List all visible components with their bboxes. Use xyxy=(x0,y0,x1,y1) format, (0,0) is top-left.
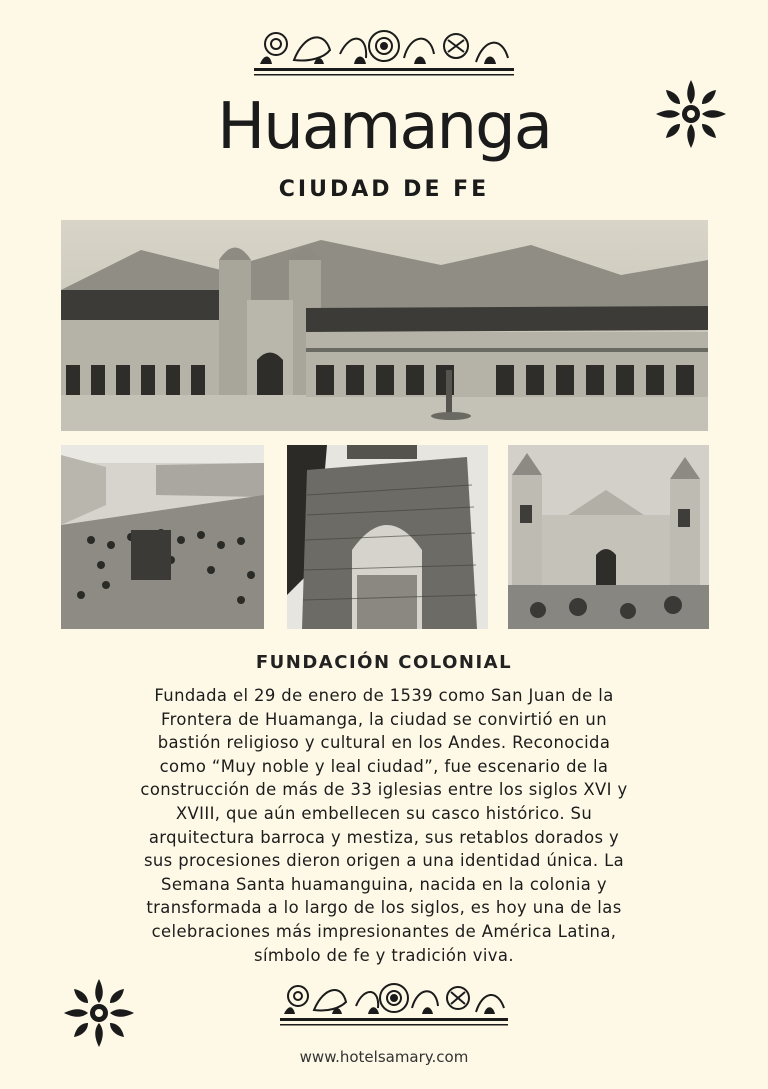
website-link[interactable]: www.hotelsamary.com xyxy=(299,1048,469,1066)
body-line: celebraciones más impresionantes de América Latina, xyxy=(151,921,617,941)
floral-medallion-icon xyxy=(60,975,138,1051)
body-line: construcción de más de 33 iglesias entre los siglos XVI y xyxy=(140,780,628,800)
section-body xyxy=(110,684,658,967)
body-line: símbolo de fe y tradición viva. xyxy=(254,945,514,965)
plaza-panorama-photo xyxy=(61,220,708,431)
body-line: como “Muy noble y leal ciudad”, fue escenario de la xyxy=(159,756,609,776)
body-line: sus procesiones dieron origen a una identidad única. La xyxy=(143,851,625,871)
floral-band-ornament-top xyxy=(254,24,514,82)
body-line: Fundada el 29 de enero de 1539 como San Juan de la xyxy=(154,686,614,705)
page-title: Huamanga xyxy=(217,90,551,164)
body-line: transformada a lo largo de los siglos, es hoy una de las xyxy=(146,898,622,918)
floral-band-ornament-bottom xyxy=(280,978,508,1030)
body-line: bastión religioso y cultural en los Andes. Reconocida xyxy=(157,733,611,753)
cathedral-photo xyxy=(508,445,709,629)
page-subtitle: CIUDAD DE FE xyxy=(278,177,490,202)
body-line: Frontera de Huamanga, la ciudad se convirtió en un xyxy=(160,709,607,729)
body-line: Semana Santa huamanguina, nacida en la colonia y xyxy=(161,874,607,894)
section-title: FUNDACIÓN COLONIAL xyxy=(255,652,513,673)
body-line: arquitectura barroca y mestiza, sus retablos dorados y xyxy=(148,827,620,847)
street-crowd-photo xyxy=(61,445,264,629)
stone-arch-photo xyxy=(287,445,488,629)
body-line: XVIII, que aún embellecen su casco histórico. Su xyxy=(175,803,593,823)
